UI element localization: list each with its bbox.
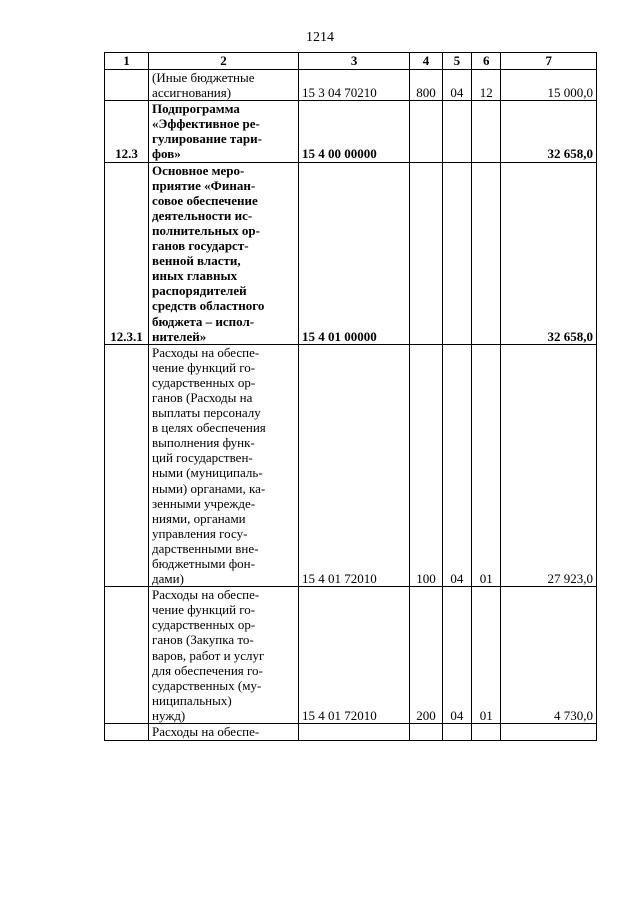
table-row [105,344,597,587]
column-header-1: 1 [105,53,149,70]
row-name-line: Расходы на обеспе- [152,344,260,360]
row-name-line: «Эффективное ре- [152,116,260,132]
row-name-line: выполнения функ- [152,435,255,451]
row-name-line: иных главных [152,268,238,284]
table-row [105,101,597,162]
row-name-line: совое обеспечение [152,192,258,208]
page-number: 1214 [306,30,334,45]
row-name-cell [149,101,299,162]
row-name-cell [149,587,299,724]
row-rz-cell [442,101,471,162]
row-name-line: зенными учрежде- [152,495,256,511]
row-name-line: ганов (Расходы на [152,389,253,405]
row-name-line: варов, работ и услуг [152,647,265,663]
row-name-line: нужд) [152,707,186,723]
table-row [105,162,597,344]
row-name-line: ганов (Закупка то- [152,632,254,648]
row-rz-cell: 04 [442,70,471,101]
row-amount-cell: 32 658,0 [501,162,597,344]
row-pr-cell: 12 [472,70,501,101]
table-header-row [105,53,597,70]
row-name-line: венной власти, [152,253,241,269]
row-code-cell: 15 4 00 00000 [299,101,410,162]
empty-cell [501,724,597,741]
row-rz-cell [442,162,471,344]
row-pr-cell [472,162,501,344]
row-name-line: ассигнования) [152,85,232,101]
row-name-line: нителей» [152,328,207,344]
row-code-cell: 15 4 01 00000 [299,162,410,344]
row-name-line: бюджета – испол- [152,313,255,329]
row-amount-cell: 27 923,0 [501,344,597,587]
empty-cell [410,724,443,741]
empty-cell [472,724,501,741]
row-name-line: ными) органами, ка- [152,480,266,496]
row-code-cell: 15 4 01 72010 [299,344,410,587]
row-name-line: (Иные бюджетные [152,70,255,85]
row-name-line: гулирование тари- [152,131,262,147]
table-body [105,70,597,741]
row-code-cell: 15 3 04 70210 [299,70,410,101]
empty-cell [105,724,149,741]
row-name-line: сударственных (му- [152,677,262,693]
row-name-line: ций государствен- [152,450,253,466]
row-name-line: деятельности ис- [152,207,253,223]
row-index-cell: 12.3.1 [105,162,149,344]
column-header-4: 4 [410,53,443,70]
row-amount-cell: 4 730,0 [501,587,597,724]
column-header-7: 7 [501,53,597,70]
row-name-cell [149,70,299,101]
row-pr-cell [472,101,501,162]
empty-cell [299,724,410,741]
row-name-line: Расходы на обеспе- [152,587,260,603]
column-header-5: 5 [442,53,471,70]
column-header-3: 3 [299,53,410,70]
row-name-line: Подпрограмма [152,101,240,117]
row-rz-cell: 04 [442,587,471,724]
row-rz-cell: 04 [442,344,471,587]
row-amount-cell: 15 000,0 [501,70,597,101]
row-name-line: сударственных ор- [152,617,256,633]
table-row [105,587,597,724]
row-vr-cell: 100 [410,344,443,587]
row-name-line: выплаты персоналу [152,405,261,421]
row-name-line: чение функций го- [152,602,256,618]
row-amount-cell: 32 658,0 [501,101,597,162]
row-vr-cell: 200 [410,587,443,724]
column-header-6: 6 [472,53,501,70]
row-name-line: дарственными вне- [152,540,259,556]
row-name-line: чение функций го- [152,359,256,375]
row-index-cell [105,344,149,587]
row-name-line: ниципальных) [152,692,232,708]
row-name-line: бюджетными фон- [152,556,255,571]
row-vr-cell [410,162,443,344]
row-index-cell [105,70,149,101]
empty-cell [442,724,471,741]
row-name-line: дами) [152,571,184,587]
row-index-cell: 12.3 [105,101,149,162]
row-name-line: в целях обеспечения [152,420,266,436]
row-code-cell: 15 4 01 72010 [299,587,410,724]
row-name-line: распорядителей [152,283,247,299]
row-name-line: приятие «Финан- [152,177,256,193]
row-name-line: фов» [152,146,181,162]
row-name-line: полнительных ор- [152,222,260,238]
row-name-line: для обеспечения го- [152,662,263,678]
row-name-line: ными (муниципаль- [152,465,263,481]
row-pr-cell: 01 [472,344,501,587]
row-name-cell: Расходы на обеспе- [149,724,299,741]
column-header-2: 2 [149,53,299,70]
row-name-line: ниями, органами [152,510,246,526]
row-vr-cell: 800 [410,70,443,101]
row-name-line: управления госу- [152,525,248,541]
row-vr-cell [410,101,443,162]
row-name-line: средств областного [152,298,265,314]
table-row-partial [105,724,597,741]
row-name-cell [149,344,299,587]
row-name-line: Основное меро- [152,162,245,178]
table-row [105,70,597,101]
row-name-cell [149,162,299,344]
row-index-cell [105,587,149,724]
row-name-line: ганов государст- [152,238,249,254]
budget-table [104,52,597,741]
row-pr-cell: 01 [472,587,501,724]
row-name-line: сударственных ор- [152,374,256,390]
